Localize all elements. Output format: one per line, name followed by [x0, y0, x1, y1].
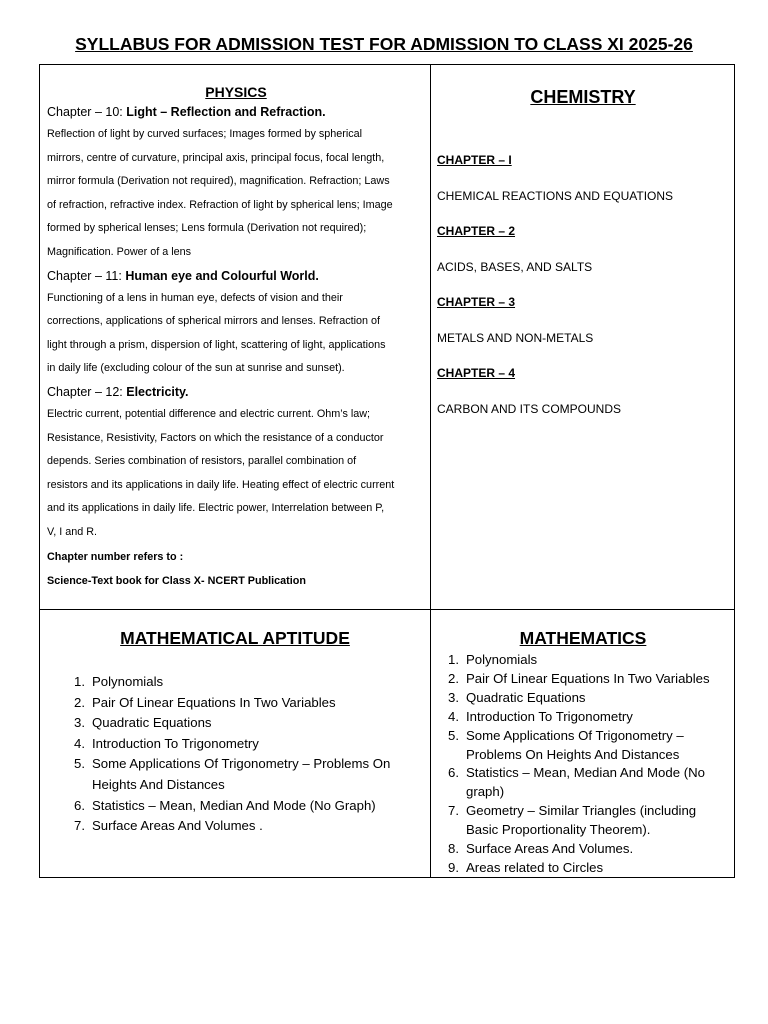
chapter-prefix: Chapter – 10: [47, 105, 123, 119]
item-number-spacer [40, 775, 92, 796]
list-item [431, 859, 735, 878]
item-text: Statistics – Mean, Median And Mode (No Graph) [92, 797, 376, 813]
item-text: Polynomials [466, 652, 538, 667]
chemistry-chapter-label: CHAPTER – I [437, 153, 512, 167]
item-text: Some Applications Of Trigonometry – Problems On [92, 756, 391, 772]
chemistry-chapter-label: CHAPTER – 2 [437, 224, 516, 238]
chemistry-chapter-label: CHAPTER – 3 [437, 295, 516, 309]
item-number: 6. [448, 765, 459, 781]
reference-note: Chapter number refers to : [47, 550, 184, 563]
list-item [40, 672, 430, 693]
chapter-prefix: Chapter – 11: [47, 268, 122, 283]
item-number: 4. [74, 735, 85, 751]
item-text: Statistics – Mean, Median And Mode (No [466, 765, 705, 781]
item-number-spacer [431, 821, 466, 840]
math-aptitude-list [40, 672, 430, 837]
list-item-continuation [431, 746, 735, 765]
item-text: Introduction To Trigonometry [92, 735, 259, 751]
item-number: 8. [448, 841, 459, 857]
list-item [431, 708, 735, 727]
list-item [40, 796, 430, 817]
chapter-text-line: resistors and its applications in daily life. Heating effect of electric current [47, 478, 395, 491]
chemistry-chapter-topic: ACIDS, BASES, AND SALTS [437, 260, 593, 274]
item-text: Surface Areas And Volumes . [92, 818, 263, 834]
chapter-text-line: Resistance, Resistivity, Factors on which the resistance of a conductor [47, 431, 384, 444]
list-item-continuation [431, 783, 735, 802]
item-number: 3. [74, 715, 85, 731]
item-number: 2. [74, 694, 85, 710]
physics-heading: PHYSICS [205, 84, 267, 100]
item-text: Geometry – Similar Triangles (including [466, 803, 697, 819]
item-text: Heights And Distances [92, 776, 225, 792]
document-title: SYLLABUS FOR ADMISSION TEST FOR ADMISSION TO CLASS XI 2025-26 [75, 34, 693, 54]
chemistry-chapter-topic: CHEMICAL REACTIONS AND EQUATIONS [437, 189, 674, 203]
item-number: 5. [74, 756, 85, 772]
item-number: 7. [74, 818, 85, 834]
item-text: Basic Proportionality Theorem). [466, 822, 651, 838]
chemistry-chapter-label: CHAPTER – 4 [437, 366, 516, 380]
math-aptitude-cell [40, 625, 430, 837]
physics-chapter-heading [47, 101, 425, 123]
list-item [40, 693, 430, 714]
mathematics-heading: MATHEMATICS [519, 628, 647, 648]
item-number: 9. [448, 859, 459, 875]
item-number-spacer [431, 783, 466, 802]
item-number: 1. [74, 674, 85, 689]
syllabus-table [39, 64, 735, 878]
item-number: 3. [448, 689, 459, 705]
list-item [431, 670, 735, 689]
item-text: Problems On Heights And Distances [466, 746, 680, 762]
chapter-text-line: mirror formula (Derivation not required), magnification. Refraction; Laws [47, 175, 390, 188]
chemistry-heading: CHEMISTRY [530, 87, 636, 107]
list-item [40, 734, 430, 755]
item-text: Introduction To Trigonometry [466, 708, 633, 724]
item-text: Quadratic Equations [466, 689, 586, 705]
list-item [40, 816, 430, 837]
chapter-text-line: in daily life (excluding colour of the sun at sunrise and sunset). [47, 362, 345, 375]
chapter-text-line: corrections, applications of spherical mirrors and lenses. Refraction of [47, 315, 381, 328]
list-item-continuation [40, 775, 430, 796]
chapter-text-line: formed by spherical lenses; Lens formula (Derivation not required); [47, 222, 367, 235]
physics-cell [47, 83, 425, 593]
reference-book: Science-Text book for Class X- NCERT Publication [47, 574, 306, 587]
physics-chapter-heading [47, 381, 425, 403]
item-text: graph) [466, 784, 505, 800]
mathematics-list [431, 651, 735, 878]
item-number: 7. [448, 803, 459, 819]
item-text: Pair Of Linear Equations In Two Variables [466, 670, 710, 686]
chapter-text-line: Magnification. Power of a lens [47, 245, 192, 258]
chemistry-chapter-topic: CARBON AND ITS COMPOUNDS [437, 402, 622, 416]
math-aptitude-heading: MATHEMATICAL APTITUDE [120, 628, 350, 648]
chapter-text-line: and its applications in daily life. Electric power, Interrelation between P, [47, 502, 385, 515]
mathematics-cell [431, 625, 735, 878]
item-text: Quadratic Equations [92, 715, 212, 731]
chapter-text-line: Functioning of a lens in human eye, defects of vision and their [47, 291, 343, 304]
item-text: Pair Of Linear Equations In Two Variables [92, 694, 336, 710]
chapter-prefix: Chapter – 12: [47, 384, 123, 399]
row-divider [40, 609, 734, 610]
item-number: 4. [448, 708, 459, 724]
item-text: Some Applications Of Trigonometry – [466, 727, 684, 743]
chapter-text-line: Electric current, potential difference and electric current. Ohm’s law; [47, 407, 371, 420]
chapter-text-line: depends. Series combination of resistors, parallel combination of [47, 455, 357, 468]
item-number: 1. [448, 652, 459, 667]
chemistry-chapter-topic: METALS AND NON-METALS [437, 331, 594, 345]
list-item [431, 689, 735, 708]
item-number-spacer [431, 746, 466, 765]
chemistry-cell [437, 83, 729, 427]
list-item-continuation [431, 821, 735, 840]
item-number: 2. [448, 670, 459, 686]
item-number: 5. [448, 727, 459, 743]
item-text: Polynomials [92, 674, 164, 689]
list-item [431, 764, 735, 783]
list-item [40, 713, 430, 734]
item-text: Areas related to Circles [466, 859, 604, 875]
chapter-name: Human eye and Colourful World. [125, 268, 319, 283]
list-item [431, 802, 735, 821]
item-number: 6. [74, 797, 85, 813]
list-item [40, 754, 430, 775]
physics-chapter-heading [47, 265, 425, 287]
list-item [431, 840, 735, 859]
chapter-name: Light – Reflection and Refraction. [126, 105, 326, 119]
chapter-text-line: mirrors, centre of curvature, principal axis, principal focus, focal length, [47, 151, 385, 164]
chapter-text-line: Reflection of light by curved surfaces; Images formed by spherical [47, 128, 363, 140]
chapter-text-line: light through a prism, dispersion of light, scattering of light, applications [47, 338, 386, 351]
chapter-text-line: of refraction, refractive index. Refraction of light by spherical lens; Image [47, 198, 393, 211]
chapter-name: Electricity. [126, 384, 189, 399]
chapter-text-line: V, I and R. [47, 525, 98, 538]
list-item [431, 651, 735, 670]
item-text: Surface Areas And Volumes. [466, 841, 634, 857]
list-item [431, 727, 735, 746]
